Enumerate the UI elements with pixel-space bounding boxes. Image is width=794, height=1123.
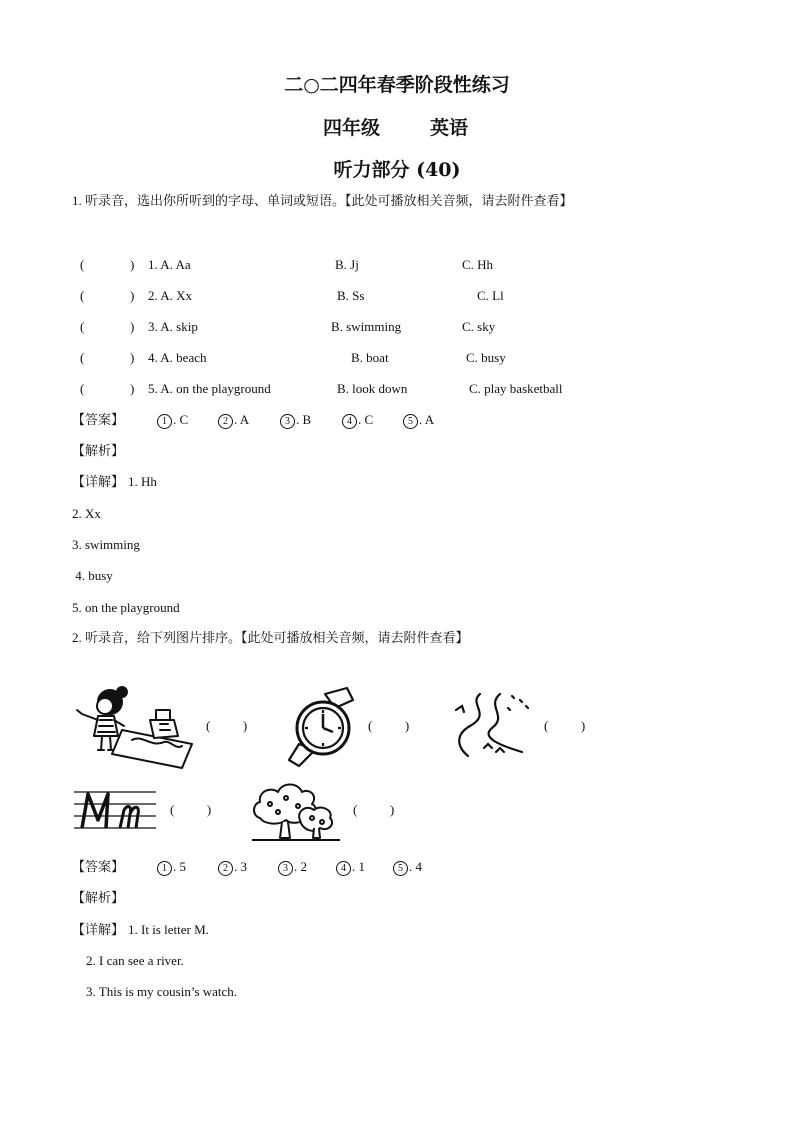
watch-icon: [285, 686, 357, 768]
answer-paren-open: (: [80, 257, 85, 272]
option-b: B. Jj: [335, 257, 359, 272]
answer-paren-close: ): [130, 319, 135, 334]
river-icon: [452, 690, 534, 760]
answer-item: 2 . 3: [218, 859, 278, 876]
circled-number: 5: [403, 414, 418, 429]
subject-label: 英语: [430, 117, 469, 139]
circled-number: 4: [342, 414, 357, 429]
detail-line: 1. It is letter M.: [128, 922, 209, 937]
answer-item: 1 . C: [157, 412, 218, 429]
q2-prompt: 2. 听录音，给下列图片排序。【此处可播放相关音频，请去附件查看】: [72, 630, 469, 645]
answer-paren-open: (: [80, 288, 85, 303]
picture-paren: ( ): [544, 718, 586, 733]
picture-paren: ( ): [170, 802, 212, 817]
answer-item: 3 . B: [280, 412, 342, 429]
answer-item: 5 . A: [403, 412, 434, 429]
option-b: B. Ss: [337, 288, 365, 303]
answer-paren-open: (: [80, 381, 85, 396]
circled-number: 5: [393, 861, 408, 876]
answer-item: 1 . 5: [157, 859, 218, 876]
answer-paren-close: ): [130, 381, 135, 396]
option-a: 2. A. Xx: [148, 288, 193, 303]
picture-paren: ( ): [353, 802, 395, 817]
option-c: C. play basketball: [469, 381, 563, 396]
detail-line: 4. busy: [72, 568, 113, 583]
option-c: C. Hh: [462, 257, 494, 272]
circled-number: 3: [278, 861, 293, 876]
tree-icon: [250, 780, 342, 844]
answer-item: 5 . 4: [393, 859, 422, 876]
answer-item: 3 . 2: [278, 859, 336, 876]
detail-line: 5. on the playground: [72, 600, 180, 615]
detail-line: 1. Hh: [128, 474, 157, 489]
analysis-label: 【解析】: [72, 443, 125, 458]
answer-paren-close: ): [130, 350, 135, 365]
girl-painting-icon: [72, 684, 204, 770]
answer-item: 4 . 1: [336, 859, 393, 876]
detail-line: 2. I can see a river.: [86, 953, 184, 968]
grade-label: 四年级: [323, 117, 381, 139]
letter-m-icon: [72, 782, 158, 836]
option-c: C. busy: [466, 350, 506, 365]
circled-number: 2: [218, 861, 233, 876]
q1-prompt: 1. 听录音，选出你所听到的字母、单词或短语。【此处可播放相关音频，请去附件查看】: [72, 193, 573, 208]
option-b: B. look down: [337, 381, 408, 396]
answer-paren-close: ): [130, 257, 135, 272]
analysis-label: 【解析】: [72, 890, 125, 905]
option-a: 1. A. Aa: [148, 257, 191, 272]
option-c: C. sky: [462, 319, 496, 334]
detail-line: 3. swimming: [72, 537, 140, 552]
detail-line: 3. This is my cousin’s watch.: [86, 984, 238, 999]
page-title: 二○二四年春季阶段性练习: [284, 74, 510, 96]
answer-list: [157, 412, 434, 429]
circled-number: 1: [157, 861, 172, 876]
circled-number: 2: [218, 414, 233, 429]
detail-line: 2. Xx: [72, 506, 101, 521]
answer-item: 4 . C: [342, 412, 403, 429]
option-c: C. Ll: [477, 288, 504, 303]
detail-label: 【详解】: [72, 474, 125, 489]
answer-paren-close: ): [130, 288, 135, 303]
picture-paren: ( ): [368, 718, 410, 733]
section-title: 听力部分 (40): [333, 159, 461, 181]
circled-number: 1: [157, 414, 172, 429]
option-b: B. boat: [351, 350, 389, 365]
option-a: 3. A. skip: [148, 319, 198, 334]
picture-paren: ( ): [206, 718, 248, 733]
option-a: 4. A. beach: [148, 350, 207, 365]
circled-number: 3: [280, 414, 295, 429]
option-b: B. swimming: [331, 319, 402, 334]
answer-paren-open: (: [80, 319, 85, 334]
answer-list: [157, 859, 422, 876]
circled-number: 4: [336, 861, 351, 876]
answer-label: 【答案】: [72, 412, 125, 427]
option-a: 5. A. on the playground: [148, 381, 271, 396]
answer-label: 【答案】: [72, 859, 125, 874]
detail-label: 【详解】: [72, 922, 125, 937]
answer-paren-open: (: [80, 350, 85, 365]
answer-item: 2 . A: [218, 412, 280, 429]
